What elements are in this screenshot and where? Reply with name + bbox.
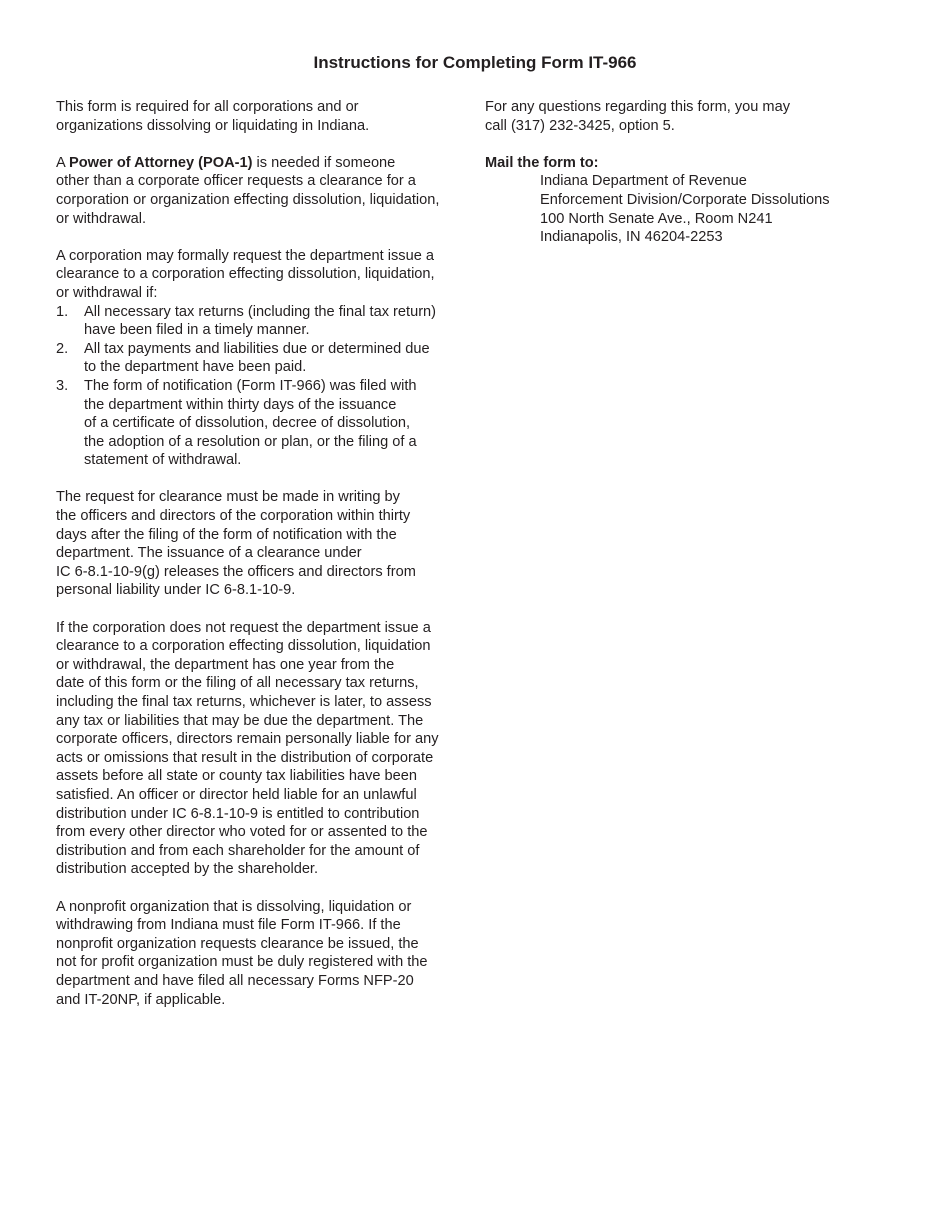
text-line: including the final tax returns, whichever is later, to assess <box>56 694 432 710</box>
text-line: A corporation may formally request the department issue a <box>56 247 435 264</box>
text-line: acts or omissions that result in the distribution of corporate <box>56 749 434 766</box>
text-line: corporate officers, directors remain personally liable for any <box>56 731 439 748</box>
text-line: other than a corporate officer requests a clearance for a <box>56 173 416 190</box>
left-column <box>56 98 476 1028</box>
poa-first-line-rest: is needed if someone <box>252 154 396 171</box>
text-line: assets before all state or county tax liabilities have been <box>56 768 417 785</box>
text-line: satisfied. An officer or director held liable for an unlawful <box>56 786 417 803</box>
text-line: distribution under IC 6-8.1-10-9 is entitled to contribution <box>56 805 420 822</box>
address-line: 100 North Senate Ave., Room N241 <box>540 210 773 227</box>
text-line: from every other director who voted for or assented to the <box>56 824 428 841</box>
text-line: distribution accepted by the shareholder. <box>56 861 319 878</box>
text-line: the adoption of a resolution or plan, or the filing of a <box>84 433 417 450</box>
text-line: to the department have been paid. <box>84 359 307 376</box>
list-number: 1. <box>56 303 69 320</box>
questions-paragraph <box>485 98 905 135</box>
list-item <box>56 303 476 340</box>
text-line: or withdrawal if: <box>56 284 158 301</box>
text-line: date of this form or the filing of all necessary tax returns, <box>56 675 419 692</box>
text-line: The request for clearance must be made in writing by <box>56 489 400 506</box>
text-line: If the corporation does not request the department issue a <box>56 619 431 636</box>
text-line: All tax payments and liabilities due or determined due <box>84 340 430 357</box>
mailing-address <box>540 172 905 246</box>
list-item <box>56 377 476 470</box>
text-line: department and have filed all necessary Forms NFP-20 <box>56 972 414 989</box>
text-line: distribution and from each shareholder for the amount of <box>56 842 420 859</box>
text-line: statement of withdrawal. <box>84 452 242 469</box>
text-line: clearance to a corporation effecting dissolution, liquidation, <box>56 266 435 283</box>
clearance-request-paragraph <box>56 247 476 303</box>
text-line: any tax or liabilities that may be due the department. The <box>56 712 424 729</box>
text-line: or withdrawal. <box>56 210 147 227</box>
text-line: the officers and directors of the corporation within thirty <box>56 508 411 525</box>
conditions-list <box>56 303 476 470</box>
text-line: personal liability under IC 6-8.1-10-9. <box>56 582 296 599</box>
right-column <box>485 98 905 247</box>
written-request-paragraph <box>56 488 476 600</box>
text-line: The form of notification (Form IT-966) was filed with <box>84 377 417 394</box>
mail-heading: Mail the form to: <box>485 154 599 171</box>
intro-paragraph <box>56 98 476 135</box>
text-line: For any questions regarding this form, you may <box>485 99 790 115</box>
page-title: Instructions for Completing Form IT-966 <box>313 53 637 72</box>
text-line: All necessary tax returns (including the final tax return) <box>84 303 437 320</box>
no-request-paragraph <box>56 619 476 879</box>
text-line: have been filed in a timely manner. <box>84 322 310 339</box>
text-line: organizations dissolving or liquidating in Indiana. <box>56 117 370 134</box>
poa-bold-term: Power of Attorney (POA-1) <box>68 154 253 171</box>
text-line <box>56 154 476 173</box>
text-line: A nonprofit organization that is dissolving, liquidation or <box>56 898 412 915</box>
text-line: the department within thirty days of the issuance <box>84 396 397 413</box>
address-line: Enforcement Division/Corporate Dissolutions <box>540 191 830 208</box>
text-line: IC 6-8.1-10-9(g) releases the officers and directors from <box>56 563 416 580</box>
text-line: corporation or organization effecting dissolution, liquidation, <box>56 191 440 208</box>
text-line: nonprofit organization requests clearance be issued, the <box>56 935 419 952</box>
nonprofit-paragraph <box>56 898 476 1010</box>
list-item <box>56 340 476 377</box>
text-line: of a certificate of dissolution, decree of dissolution, <box>84 415 411 432</box>
text-line: withdrawing from Indiana must file Form IT-966. If the <box>56 917 401 934</box>
list-number: 2. <box>56 340 69 357</box>
address-line: Indianapolis, IN 46204-2253 <box>540 229 723 246</box>
poa-prefix: A <box>56 154 69 171</box>
text-line: days after the filing of the form of notification with the <box>56 526 397 543</box>
text-line: This form is required for all corporations and or <box>56 99 359 115</box>
text-line: call (317) 232-3425, option 5. <box>485 117 675 134</box>
text-line: department. The issuance of a clearance under <box>56 545 362 562</box>
poa-paragraph <box>56 154 476 228</box>
text-line: not for profit organization must be duly registered with the <box>56 954 428 971</box>
address-line: Indiana Department of Revenue <box>540 173 747 190</box>
text-line: or withdrawal, the department has one year from the <box>56 656 395 673</box>
list-number: 3. <box>56 377 69 394</box>
text-line: clearance to a corporation effecting dissolution, liquidation <box>56 638 431 655</box>
text-line: and IT-20NP, if applicable. <box>56 991 226 1008</box>
